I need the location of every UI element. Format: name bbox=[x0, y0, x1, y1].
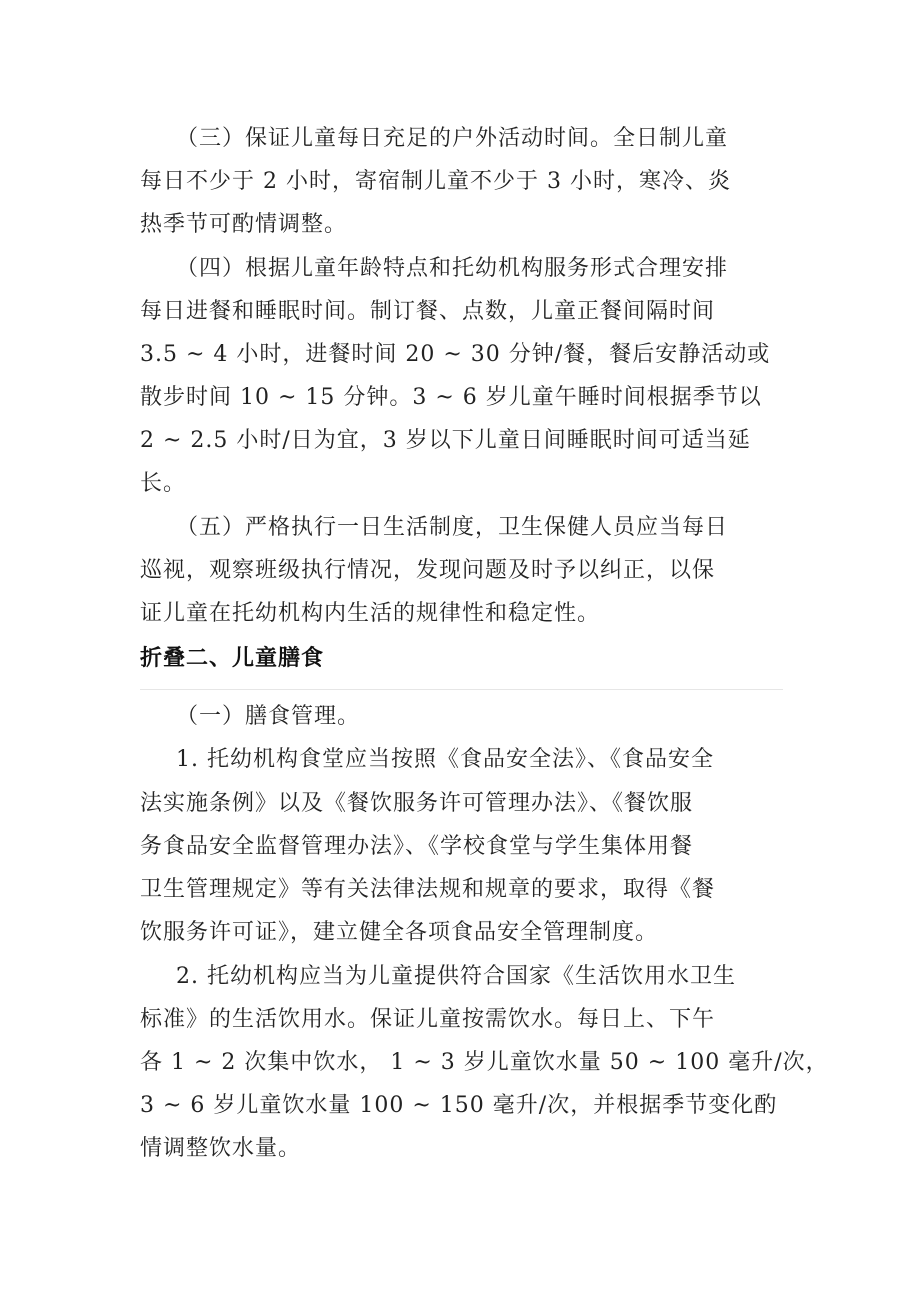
section-3-line-3: 热季节可酌情调整。 bbox=[140, 212, 348, 237]
section-5-line-2: 巡视，观察班级执行情况，发现问题及时予以纠正，以保 bbox=[140, 558, 716, 583]
section-4-line-1: （四）根据儿童年龄特点和托幼机构服务形式合理安排 bbox=[176, 256, 729, 281]
item-2-line-2: 标准》的生活饮用水。保证儿童按需饮水。每日上、下午 bbox=[140, 1007, 716, 1032]
section-3-line-1: （三）保证儿童每日充足的户外活动时间。全日制儿童 bbox=[176, 126, 729, 151]
item-2-line-1: 2. 托幼机构应当为儿童提供符合国家《生活饮用水卫生 bbox=[176, 964, 736, 989]
meal-management-title: （一）膳食管理。 bbox=[176, 704, 361, 729]
section-4-line-2: 每日进餐和睡眠时间。制订餐、点数，儿童正餐间隔时间 bbox=[140, 299, 716, 324]
section-4-line-3: 3.5 ~ 4 小时，进餐时间 20 ~ 30 分钟/餐，餐后安静活动或 bbox=[140, 342, 771, 367]
section-3-line-2: 每日不少于 2 小时，寄宿制儿童不少于 3 小时，寒冷、炎 bbox=[140, 169, 731, 194]
item-2-line-5: 情调整饮水量。 bbox=[140, 1136, 302, 1161]
item-2-line-4: 3 ~ 6 岁儿童饮水量 100 ~ 150 毫升/次，并根据季节变化酌 bbox=[140, 1093, 778, 1118]
section-5-line-1: （五）严格执行一日生活制度，卫生保健人员应当每日 bbox=[176, 515, 729, 540]
section-4-line-6: 长。 bbox=[140, 471, 187, 496]
item-2-line-3: 各 1 ~ 2 次集中饮水， 1 ~ 3 岁儿童饮水量 50 ~ 100 毫升/次， bbox=[140, 1050, 829, 1075]
section-5-line-3: 证儿童在托幼机构内生活的规律性和稳定性。 bbox=[140, 601, 601, 626]
item-1-line-3: 务食品安全监督管理办法》、《学校食堂与学生集体用餐 bbox=[140, 834, 694, 859]
item-1-line-5: 饮服务许可证》，建立健全各项食品安全管理制度。 bbox=[140, 920, 659, 945]
section-4-line-5: 2 ~ 2.5 小时/日为宜，3 岁以下儿童日间睡眠时间可适当延 bbox=[140, 428, 751, 453]
item-1-line-2: 法实施条例》以及《餐饮服务许可管理办法》、《餐饮服 bbox=[140, 791, 694, 816]
section-4-line-4: 散步时间 10 ~ 15 分钟。3 ~ 6 岁儿童午睡时间根据季节以 bbox=[140, 385, 762, 410]
heading-divider bbox=[140, 689, 783, 690]
item-1-line-4: 卫生管理规定》等有关法律法规和规章的要求，取得《餐 bbox=[140, 877, 716, 902]
item-1-line-1: 1. 托幼机构食堂应当按照《食品安全法》、《食品安全 bbox=[176, 747, 714, 772]
section-heading-children-diet: 折叠二、儿童膳食 bbox=[140, 646, 325, 671]
